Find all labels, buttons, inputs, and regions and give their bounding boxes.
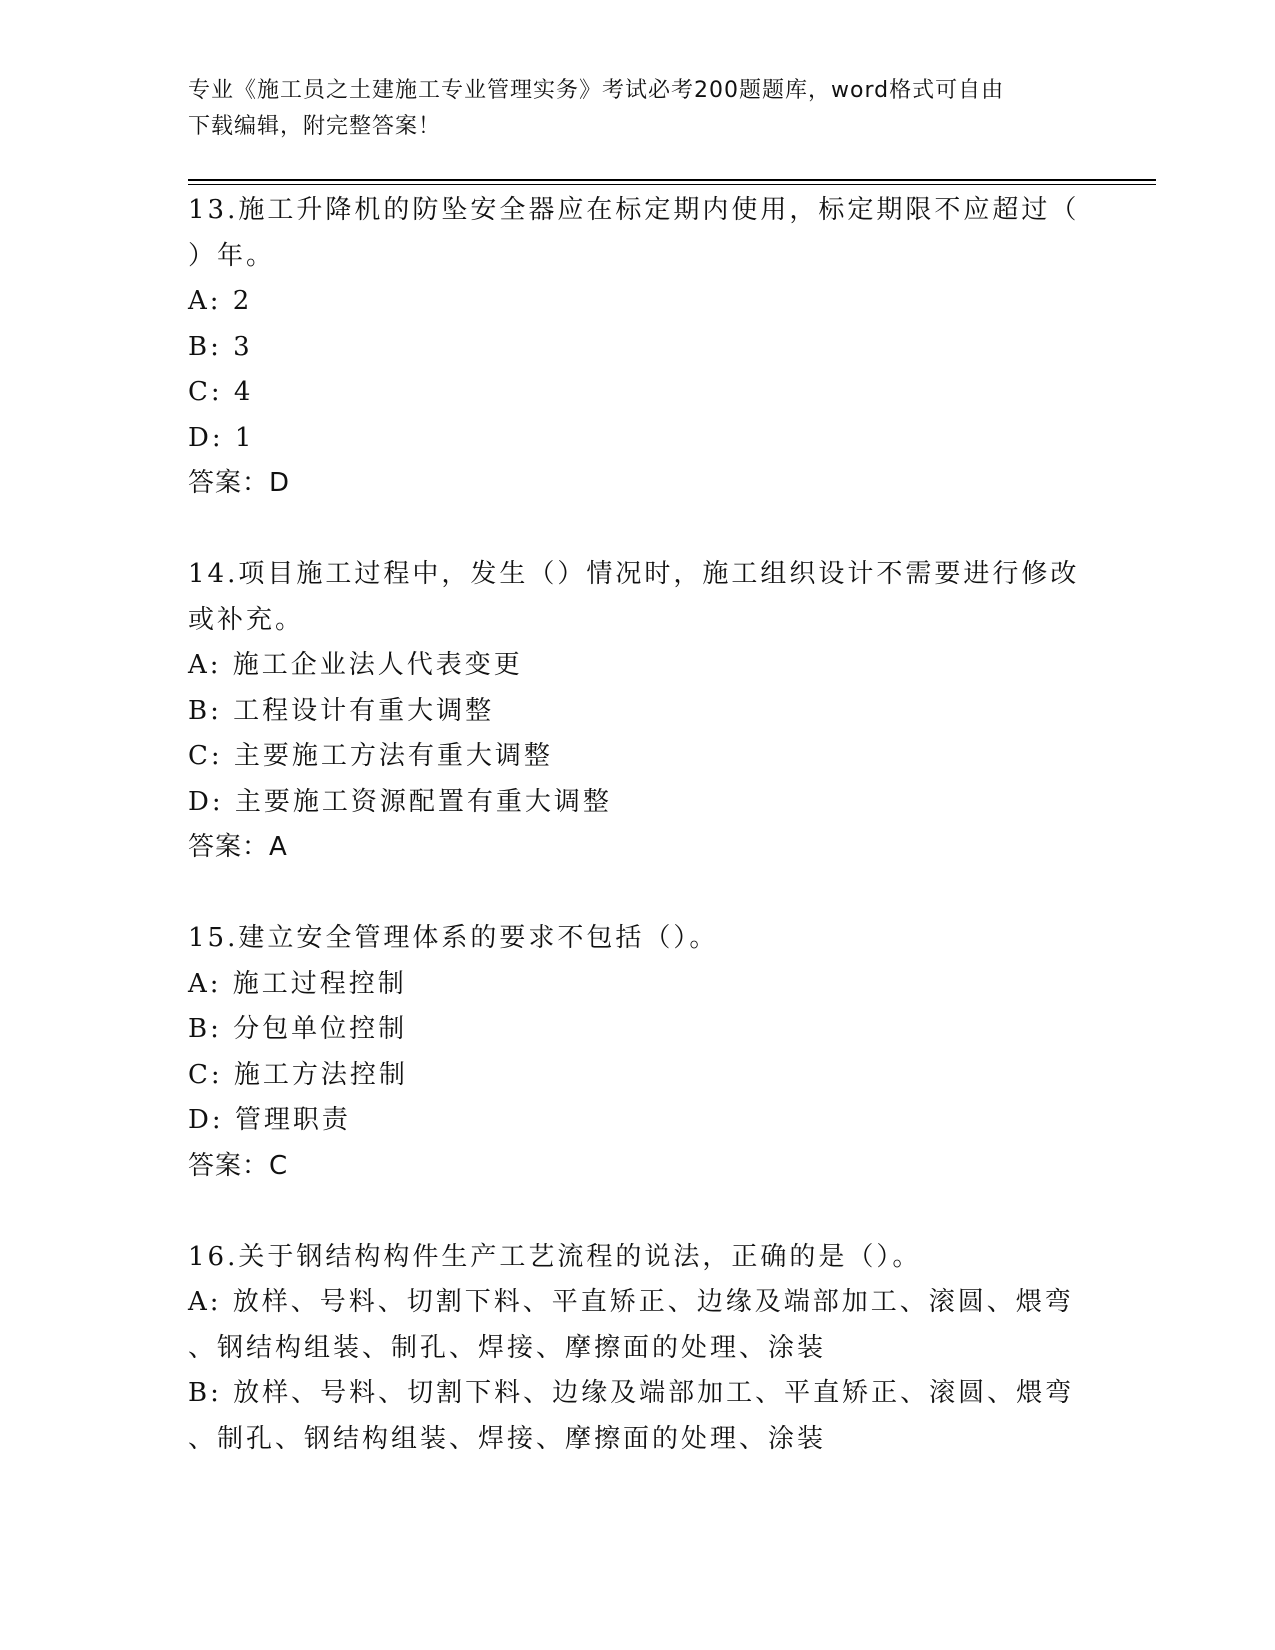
- question-gap: [188, 507, 1088, 553]
- question-list: [188, 188, 1088, 1462]
- question-text-line: 16.关于钢结构构件生产工艺流程的说法，正确的是（）。: [188, 1241, 922, 1272]
- option-b: B: 3: [188, 331, 253, 362]
- option-a: A: 2: [188, 286, 253, 316]
- answer: 答案：C: [188, 1150, 289, 1181]
- option-a-continued: 、钢结构组装、制孔、焊接、摩擦面的处理、涂装: [188, 1332, 827, 1363]
- question-text-line: 14.项目施工过程中，发生（）情况时，施工组织设计不需要进行修改: [188, 559, 1080, 589]
- option-d: D: 主要施工资源配置有重大调整: [188, 786, 612, 817]
- option-b-continued: 、制孔、钢结构组装、焊接、摩擦面的处理、涂装: [188, 1423, 827, 1454]
- answer: 答案：D: [188, 468, 291, 498]
- question-gap: [188, 1189, 1088, 1235]
- header-divider-thick: [188, 179, 1156, 181]
- option-c: C: 4: [188, 377, 254, 407]
- question-text-line: 15.建立安全管理体系的要求不包括（）。: [188, 923, 719, 953]
- question-gap: [188, 871, 1088, 917]
- option-b: B: 分包单位控制: [188, 1014, 408, 1044]
- header-line-1: 专业《施工员之土建施工专业管理实务》考试必考200题题库，word格式可自由: [188, 78, 1005, 103]
- option-b: B: 工程设计有重大调整: [188, 695, 495, 726]
- header-divider-thin: [188, 184, 1156, 185]
- answer: 答案：A: [188, 832, 288, 862]
- option-a: A: 放样、号料、切割下料、平直矫正、边缘及端部加工、滚圆、煨弯: [188, 1287, 1074, 1317]
- option-c: C: 主要施工方法有重大调整: [188, 741, 553, 771]
- question-text-line: 或补充。: [188, 604, 305, 635]
- question-text-line: 13.施工升降机的防坠安全器应在标定期内使用，标定期限不应超过（: [188, 195, 1080, 225]
- option-d: D: 1: [188, 422, 255, 453]
- option-a: A: 施工企业法人代表变更: [188, 650, 523, 680]
- question-14: [188, 552, 1088, 871]
- question-text-line: ）年。: [188, 240, 276, 271]
- question-13: [188, 188, 1088, 507]
- option-b: B: 放样、号料、切割下料、边缘及端部加工、平直矫正、滚圆、煨弯: [188, 1378, 1075, 1408]
- header-line-2: 下载编辑，附完整答案！: [188, 114, 442, 139]
- document-header: [188, 73, 1068, 145]
- option-c: C: 施工方法控制: [188, 1059, 408, 1090]
- option-d: D: 管理职责: [188, 1105, 351, 1135]
- question-16: [188, 1235, 1088, 1463]
- question-15: [188, 916, 1088, 1189]
- option-a: A: 施工过程控制: [188, 968, 407, 999]
